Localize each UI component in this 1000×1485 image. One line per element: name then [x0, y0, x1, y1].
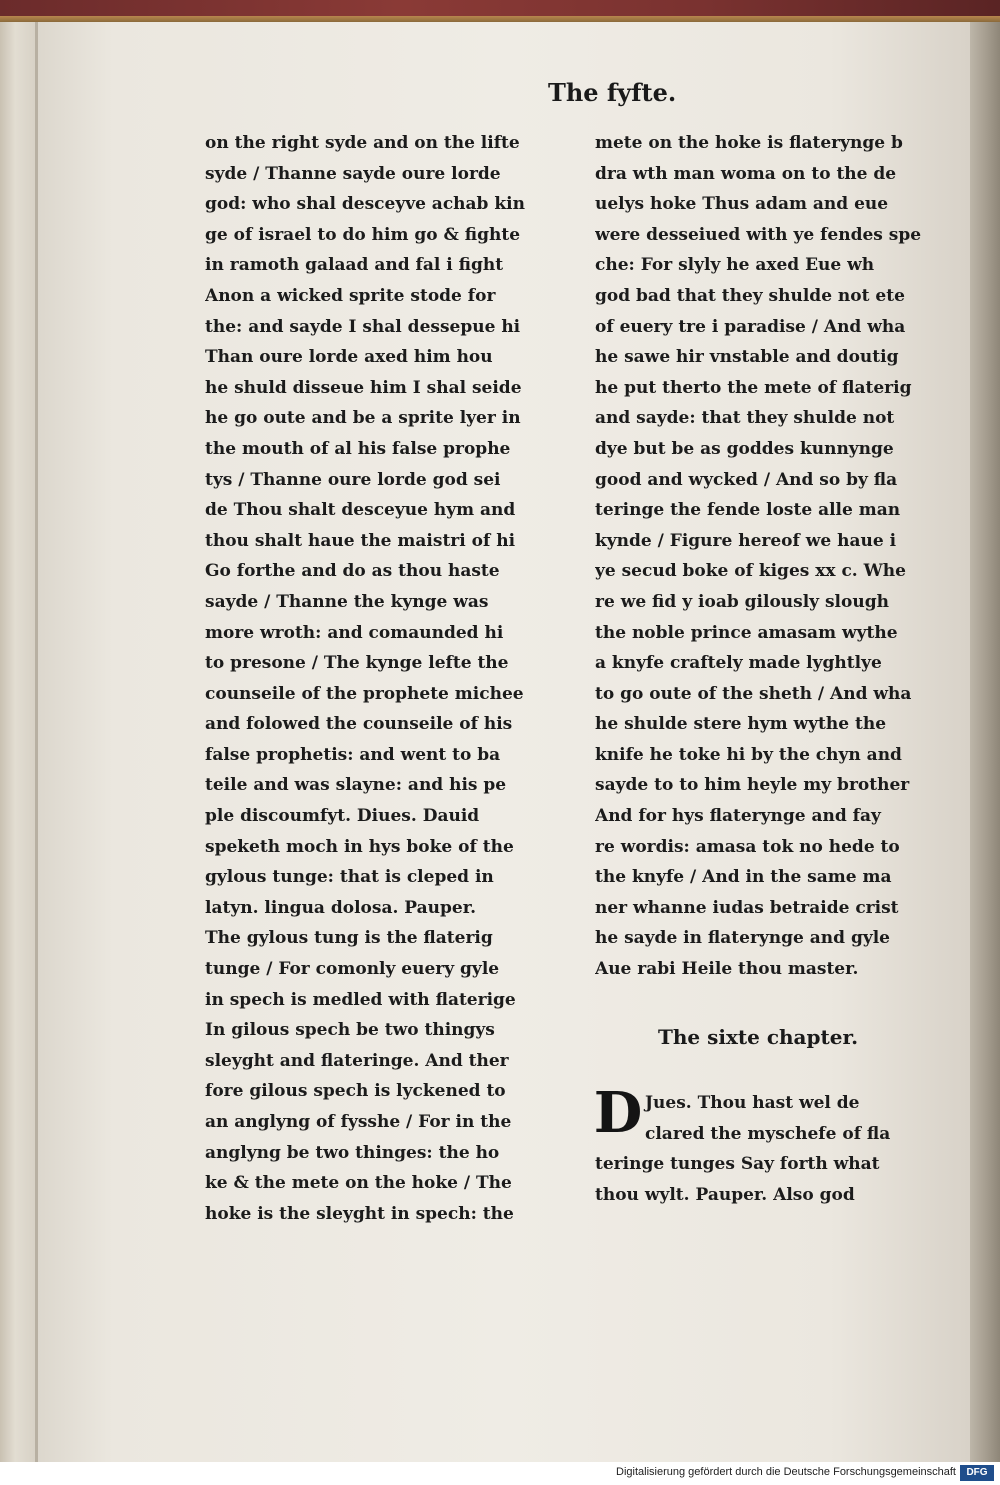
text-line: clared the myschefe of fla [645, 1123, 891, 1144]
text-line: god bad that they shulde not ete [595, 285, 905, 306]
text-line: teile and was slayne: and his pe [205, 775, 507, 796]
funding-credit: Digitalisierung gefördert durch die Deutsche Forschungsgemeinschaft [616, 1466, 956, 1478]
text-line: ple discoumfyt. Diues. Dauid [205, 806, 480, 827]
text-line: the mouth of al his false prophe [205, 438, 511, 459]
text-line: mete on the hoke is flaterynge b [595, 133, 903, 153]
text-line: Jues. Thou hast wel de [645, 1093, 860, 1113]
text-line: to go oute of the sheth / And wha [595, 683, 912, 704]
text-line: ye secud boke of kiges xx c. Whe [595, 561, 906, 582]
chapter-opening-text [595, 1088, 940, 1210]
book-top-edge [0, 0, 1000, 22]
text-line: he put therto the mete of flaterig [595, 377, 912, 398]
text-line: Anon a wicked sprite stode for [205, 285, 496, 306]
text-line: syde / Thanne sayde oure lorde [205, 163, 501, 184]
text-line: false prophetis: and went to ba [205, 744, 501, 765]
text-line: thou shalt haue the maistri of hi [205, 530, 516, 551]
dfg-logo: DFG [960, 1465, 994, 1481]
text-line: counseile of the prophete michee [205, 683, 524, 704]
text-line: god: who shal desceyve achab kin [205, 194, 525, 215]
text-line: were desseiued with ye fendes spe [595, 224, 922, 245]
text-line: to presone / The kynge lefte the [205, 653, 509, 674]
page-stack-left [0, 22, 38, 1462]
text-line: in ramoth galaad and fal i fight [205, 255, 504, 276]
text-line: teringe the fende loste alle man [595, 500, 901, 521]
text-line: dye but be as goddes kunnynge [595, 438, 894, 459]
text-line: ge of israel to do him go & fighte [205, 224, 521, 245]
text-line: anglyng be two thinges: the ho [205, 1142, 500, 1163]
text-line: ner whanne iudas betraide crist [595, 897, 899, 918]
text-line: Go forthe and do as thou haste [205, 561, 500, 582]
text-line: teringe tunges Say forth what [595, 1154, 880, 1175]
text-line: re we fid y ioab gilously slough [595, 591, 889, 612]
text-line: and folowed the counseile of his [205, 714, 513, 735]
text-line: and sayde: that they shulde not [595, 408, 895, 429]
digitization-footer [0, 1462, 1000, 1485]
text-line: Than oure lorde axed him hou [205, 347, 493, 368]
chapter-heading: The sixte chapter. [658, 1025, 859, 1049]
text-line: gylous tunge: that is cleped in [205, 867, 494, 888]
text-line: latyn. lingua dolosa. Pauper. [205, 897, 477, 918]
text-line: in spech is medled with flaterige [205, 989, 516, 1010]
text-line: The gylous tung is the flaterig [205, 928, 493, 949]
text-line: And for hys flaterynge and fay [595, 806, 881, 827]
text-column-left [205, 128, 550, 1229]
text-line: Aue rabi Heile thou master. [595, 959, 859, 980]
text-line: sayde / Thanne the kynge was [205, 591, 489, 612]
text-line: he shulde stere hym wythe the [595, 714, 887, 735]
text-line: sayde to to him heyle my brother [595, 775, 910, 796]
drop-cap-initial: D [593, 1080, 643, 1146]
text-line: In gilous spech be two thingys [205, 1020, 495, 1041]
text-line: on the right syde and on the lifte [205, 133, 520, 153]
text-line: tunge / For comonly euery gyle [205, 959, 500, 980]
text-line: of euery tre i paradise / And wha [595, 316, 906, 337]
text-line: tys / Thanne oure lorde god sei [205, 469, 501, 490]
text-line: ke & the mete on the hoke / The [205, 1173, 512, 1194]
text-line: more wroth: and comaunded hi [205, 622, 504, 643]
text-line: he go oute and be a sprite lyer in [205, 408, 521, 429]
text-line: thou wylt. Pauper. Also god [595, 1184, 855, 1205]
text-line: speketh moch in hys boke of the [205, 836, 514, 857]
text-line: the knyfe / And in the same ma [595, 867, 892, 888]
text-line: the noble prince amasam wythe [595, 622, 898, 643]
text-line: dra wth man woma on to the de [595, 163, 897, 184]
text-line: che: For slyly he axed Eue wh [595, 255, 875, 276]
text-line: an anglyng of fysshe / For in the [205, 1112, 512, 1132]
text-line: he sawe hir vnstable and doutig [595, 347, 899, 368]
text-line: sleyght and flateringe. And ther [205, 1050, 509, 1071]
book-gutter-right [970, 22, 1000, 1462]
running-head: The fyfte. [548, 78, 677, 107]
text-line: de Thou shalt desceyue hym and [205, 500, 516, 521]
text-line: kynde / Figure hereof we haue i [595, 530, 897, 551]
text-line: a knyfe craftely made lyghtlye [595, 653, 882, 674]
text-line: he shuld disseue him I shal seide [205, 377, 522, 398]
text-line: fore gilous spech is lyckened to [205, 1081, 506, 1102]
text-line: the: and sayde I shal dessepue hi [205, 316, 521, 337]
text-line: good and wycked / And so by fla [595, 469, 898, 490]
text-line: knife he toke hi by the chyn and [595, 744, 902, 765]
text-line: uelys hoke Thus adam and eue [595, 194, 889, 215]
text-column-right [595, 128, 940, 985]
text-line: hoke is the sleyght in spech: the [205, 1203, 514, 1224]
text-line: he sayde in flaterynge and gyle [595, 928, 890, 949]
text-line: re wordis: amasa tok no hede to [595, 836, 900, 857]
